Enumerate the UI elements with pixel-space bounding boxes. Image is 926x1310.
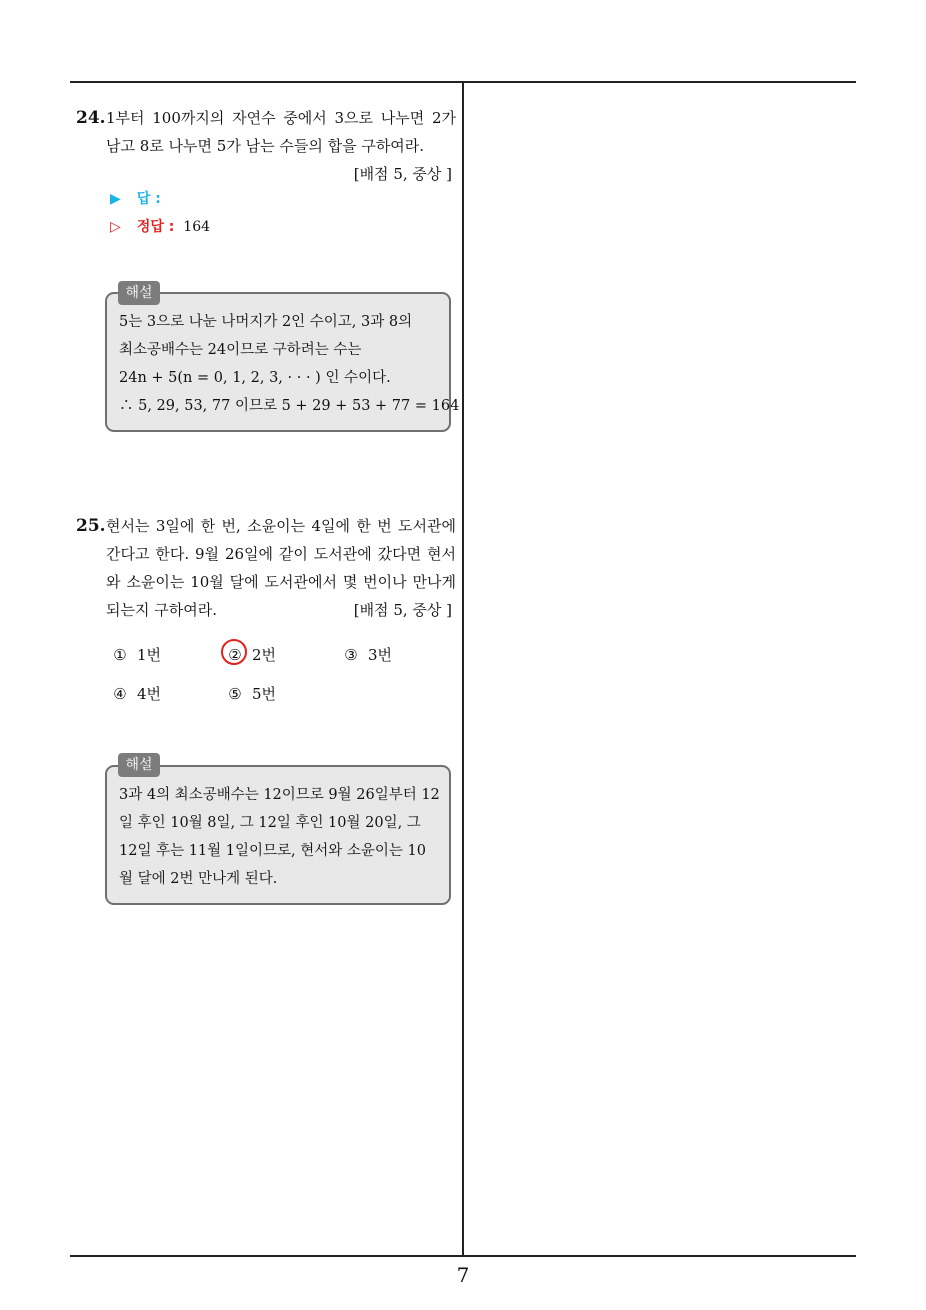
question-body: 1부터 100까지의 자연수 중에서 3으로 나누면 2가 남고 8로 나누면 5가 남는 수들의 합을 구하여라. xyxy=(106,109,456,155)
column-divider xyxy=(462,83,464,1255)
choice-4[interactable] xyxy=(109,683,161,705)
solution-line: 일 후인 10월 8일, 그 12일 후인 10월 20일, 그 xyxy=(119,815,421,831)
solution-line: ∴ 5, 29, 53, 77 이므로 5 + 29 + 53 + 77 = 164 xyxy=(119,398,460,414)
choice-label: 4번 xyxy=(137,685,162,703)
choice-mark: ① xyxy=(113,646,127,664)
play-outline-icon: ▷ xyxy=(110,219,121,235)
selected-circle-mark xyxy=(221,639,247,665)
answer-line xyxy=(110,188,161,210)
question-text xyxy=(106,104,456,188)
solution-box-25 xyxy=(105,765,451,905)
choice-label: 3번 xyxy=(368,646,393,664)
choice-mark: ④ xyxy=(113,685,127,703)
choice-2[interactable] xyxy=(224,644,276,666)
play-icon: ▶ xyxy=(110,191,121,207)
question-meta: [배점 5, 중상 ] xyxy=(353,601,452,619)
question-number: 24. xyxy=(76,108,106,128)
question-24 xyxy=(76,104,456,188)
solution-line: 24n + 5(n = 0, 1, 2, 3, · · · ) 인 수이다. xyxy=(119,370,391,386)
solution-tag: 해설 xyxy=(118,281,160,305)
question-meta: [배점 5, 중상 ] xyxy=(353,165,452,183)
choice-3[interactable] xyxy=(340,644,392,666)
correct-answer-value: 164 xyxy=(183,219,211,235)
page-number: 7 xyxy=(456,1263,470,1287)
question-body: 현서는 3일에 한 번, 소윤이는 4일에 한 번 도서관에 간다고 한다. 9월 26일에 같이 도서관에 갔다면 현서와 소윤이는 10월 달에 도서관에서 몇 번이나 만나게 되는지 구하여라. xyxy=(106,517,456,619)
solution-line: 월 달에 2번 만나게 된다. xyxy=(119,871,278,887)
choice-label: 1번 xyxy=(137,646,162,664)
choice-1[interactable] xyxy=(109,644,161,666)
solution-box-24 xyxy=(105,292,460,432)
solution-line: 3과 4의 최소공배수는 12이므로 9월 26일부터 12 xyxy=(119,787,440,803)
choice-mark: ③ xyxy=(344,646,358,664)
answer-label: 답 : xyxy=(136,191,161,207)
choice-label: 5번 xyxy=(252,685,277,703)
question-25 xyxy=(76,512,456,624)
correct-answer-line xyxy=(110,216,210,238)
choice-label: 2번 xyxy=(252,646,277,664)
choice-mark: ② xyxy=(228,646,242,664)
question-number: 25. xyxy=(76,516,106,536)
solution-tag: 해설 xyxy=(118,753,160,777)
choice-5[interactable] xyxy=(224,683,276,705)
solution-line: 12일 후는 11월 1일이므로, 현서와 소윤이는 10 xyxy=(119,843,426,859)
correct-answer-label: 정답 : xyxy=(136,219,175,235)
solution-line: 5는 3으로 나눈 나머지가 2인 수이고, 3과 8의 xyxy=(119,314,413,330)
question-text xyxy=(106,512,456,624)
solution-line: 최소공배수는 24이므로 구하려는 수는 xyxy=(119,342,362,358)
choice-mark: ⑤ xyxy=(228,685,242,703)
bottom-rule xyxy=(70,1255,856,1257)
